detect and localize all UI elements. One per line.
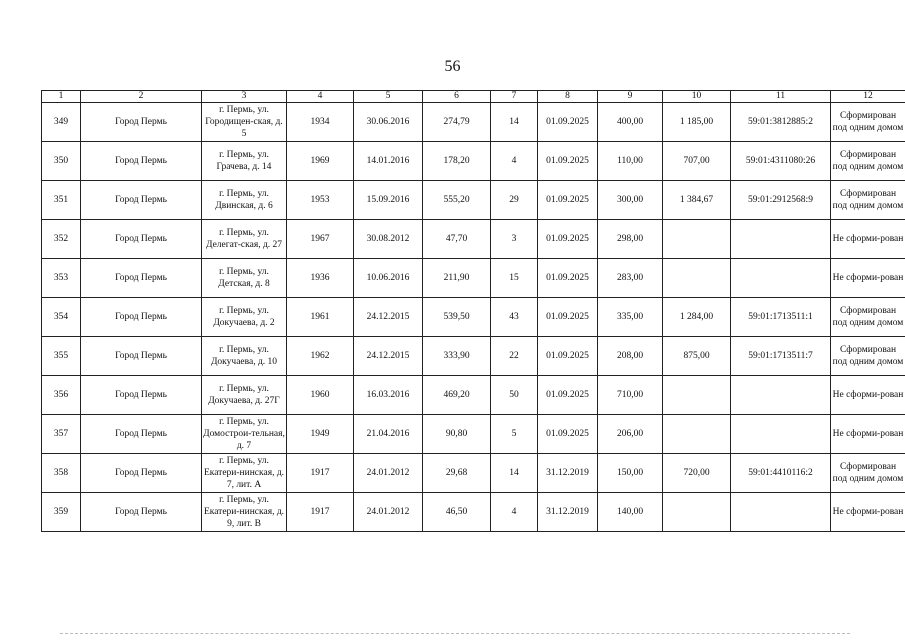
cell-resettlement-date: 01.09.2025	[538, 181, 598, 220]
cell-residents: 3	[491, 220, 538, 259]
cell-cost: 710,00	[598, 376, 663, 415]
cell-resettlement-date: 01.09.2025	[538, 103, 598, 142]
cell-land-status: Не сформи-рован	[831, 259, 905, 298]
cell-resettlement-date: 01.09.2025	[538, 376, 598, 415]
table-row	[42, 454, 905, 493]
table-row	[42, 181, 905, 220]
column-header: 4	[287, 91, 354, 103]
cell-cost: 335,00	[598, 298, 663, 337]
cell-cost: 300,00	[598, 181, 663, 220]
cell-resettlement-date: 31.12.2019	[538, 493, 598, 532]
cell-build-year: 1969	[287, 142, 354, 181]
cell-date-recognized: 24.12.2015	[354, 337, 423, 376]
table-row	[42, 298, 905, 337]
cell-land-area: 707,00	[663, 142, 731, 181]
bottom-edge-artifact	[60, 633, 850, 636]
column-header: 5	[354, 91, 423, 103]
cell-municipality: Город Пермь	[81, 181, 202, 220]
table-row	[42, 142, 905, 181]
page-number: 56	[444, 58, 461, 75]
cell-land-area: 1 384,67	[663, 181, 731, 220]
cell-residents: 14	[491, 454, 538, 493]
cell-cadastral-number	[731, 493, 831, 532]
cell-land-status: Сформирован под одним домом	[831, 142, 905, 181]
cell-cadastral-number: 59:01:1713511:7	[731, 337, 831, 376]
cell-row-number: 351	[42, 181, 81, 220]
cell-cadastral-number: 59:01:2912568:9	[731, 181, 831, 220]
column-header: 12	[831, 91, 905, 103]
cell-area: 46,50	[423, 493, 491, 532]
cell-date-recognized: 10.06.2016	[354, 259, 423, 298]
cell-cost: 140,00	[598, 493, 663, 532]
cell-land-status: Сформирован под одним домом	[831, 337, 905, 376]
cell-land-area: 720,00	[663, 454, 731, 493]
cell-resettlement-date: 01.09.2025	[538, 337, 598, 376]
cell-resettlement-date: 31.12.2019	[538, 454, 598, 493]
cell-build-year: 1962	[287, 337, 354, 376]
cell-land-area	[663, 415, 731, 454]
cell-build-year: 1917	[287, 454, 354, 493]
column-header: 1	[42, 91, 81, 103]
column-header: 11	[731, 91, 831, 103]
cell-resettlement-date: 01.09.2025	[538, 298, 598, 337]
cell-date-recognized: 24.01.2012	[354, 454, 423, 493]
cell-address: г. Пермь, ул. Грачева, д. 14	[202, 142, 287, 181]
table-row	[42, 337, 905, 376]
cell-residents: 4	[491, 142, 538, 181]
column-header: 9	[598, 91, 663, 103]
cell-cadastral-number: 59:01:4410116:2	[731, 454, 831, 493]
cell-land-status: Не сформи-рован	[831, 415, 905, 454]
cell-land-status: Не сформи-рован	[831, 376, 905, 415]
cell-residents: 29	[491, 181, 538, 220]
column-number-row	[42, 91, 905, 103]
cell-cost: 298,00	[598, 220, 663, 259]
cell-address: г. Пермь, ул. Докучаева, д. 2	[202, 298, 287, 337]
cell-row-number: 356	[42, 376, 81, 415]
cell-area: 29,68	[423, 454, 491, 493]
cell-area: 333,90	[423, 337, 491, 376]
cell-cadastral-number: 59:01:3812885:2	[731, 103, 831, 142]
cell-municipality: Город Пермь	[81, 142, 202, 181]
column-header: 2	[81, 91, 202, 103]
cell-land-area	[663, 376, 731, 415]
table-row	[42, 259, 905, 298]
cell-resettlement-date: 01.09.2025	[538, 142, 598, 181]
cell-date-recognized: 16.03.2016	[354, 376, 423, 415]
cell-cadastral-number	[731, 259, 831, 298]
cell-build-year: 1936	[287, 259, 354, 298]
cell-row-number: 358	[42, 454, 81, 493]
cell-cadastral-number	[731, 376, 831, 415]
cell-cadastral-number	[731, 220, 831, 259]
cell-residents: 22	[491, 337, 538, 376]
cell-area: 274,79	[423, 103, 491, 142]
cell-address: г. Пермь, ул. Докучаева, д. 27Г	[202, 376, 287, 415]
cell-resettlement-date: 01.09.2025	[538, 415, 598, 454]
cell-date-recognized: 24.01.2012	[354, 493, 423, 532]
cell-residents: 5	[491, 415, 538, 454]
cell-municipality: Город Пермь	[81, 103, 202, 142]
table-row	[42, 103, 905, 142]
table-body	[42, 103, 905, 532]
cell-land-area: 1 185,00	[663, 103, 731, 142]
cell-residents: 50	[491, 376, 538, 415]
cell-area: 539,50	[423, 298, 491, 337]
cell-area: 211,90	[423, 259, 491, 298]
cell-row-number: 355	[42, 337, 81, 376]
cell-address: г. Пермь, ул. Делегат-ская, д. 27	[202, 220, 287, 259]
cell-date-recognized: 15.09.2016	[354, 181, 423, 220]
cell-cadastral-number: 59:01:4311080:26	[731, 142, 831, 181]
cell-cost: 206,00	[598, 415, 663, 454]
cell-resettlement-date: 01.09.2025	[538, 220, 598, 259]
cell-address: г. Пермь, ул. Детская, д. 8	[202, 259, 287, 298]
cell-land-area	[663, 220, 731, 259]
cell-cost: 150,00	[598, 454, 663, 493]
cell-municipality: Город Пермь	[81, 337, 202, 376]
cell-land-area: 1 284,00	[663, 298, 731, 337]
cell-address: г. Пермь, ул. Екатери-нинская, д. 9, лит. В	[202, 493, 287, 532]
column-header: 6	[423, 91, 491, 103]
cell-date-recognized: 30.06.2016	[354, 103, 423, 142]
cell-land-status: Не сформи-рован	[831, 220, 905, 259]
cell-land-area	[663, 493, 731, 532]
cell-row-number: 350	[42, 142, 81, 181]
cell-land-area	[663, 259, 731, 298]
cell-build-year: 1960	[287, 376, 354, 415]
cell-cost: 110,00	[598, 142, 663, 181]
table-row	[42, 493, 905, 532]
column-header: 3	[202, 91, 287, 103]
cell-municipality: Город Пермь	[81, 415, 202, 454]
cell-address: г. Пермь, ул. Двинская, д. 6	[202, 181, 287, 220]
cell-row-number: 357	[42, 415, 81, 454]
cell-row-number: 349	[42, 103, 81, 142]
cell-cadastral-number	[731, 415, 831, 454]
cell-municipality: Город Пермь	[81, 454, 202, 493]
cell-address: г. Пермь, ул. Домострои-тельная, д. 7	[202, 415, 287, 454]
cell-row-number: 352	[42, 220, 81, 259]
cell-residents: 14	[491, 103, 538, 142]
cell-land-status: Сформирован под одним домом	[831, 298, 905, 337]
cell-area: 90,80	[423, 415, 491, 454]
cell-area: 178,20	[423, 142, 491, 181]
cell-address: г. Пермь, ул. Екатери-нинская, д. 7, лит. А	[202, 454, 287, 493]
cell-residents: 43	[491, 298, 538, 337]
cell-row-number: 359	[42, 493, 81, 532]
cell-date-recognized: 30.08.2012	[354, 220, 423, 259]
cell-cadastral-number: 59:01:1713511:1	[731, 298, 831, 337]
cell-land-status: Не сформи-рован	[831, 493, 905, 532]
table-row	[42, 376, 905, 415]
cell-area: 47,70	[423, 220, 491, 259]
cell-area: 469,20	[423, 376, 491, 415]
cell-build-year: 1917	[287, 493, 354, 532]
cell-area: 555,20	[423, 181, 491, 220]
table-row	[42, 220, 905, 259]
cell-cost: 400,00	[598, 103, 663, 142]
cell-resettlement-date: 01.09.2025	[538, 259, 598, 298]
housing-registry-table	[41, 90, 905, 532]
cell-land-status: Сформирован под одним домом	[831, 103, 905, 142]
cell-municipality: Город Пермь	[81, 298, 202, 337]
cell-build-year: 1961	[287, 298, 354, 337]
cell-build-year: 1953	[287, 181, 354, 220]
cell-land-status: Сформирован под одним домом	[831, 454, 905, 493]
cell-municipality: Город Пермь	[81, 259, 202, 298]
cell-build-year: 1949	[287, 415, 354, 454]
cell-date-recognized: 24.12.2015	[354, 298, 423, 337]
cell-date-recognized: 14.01.2016	[354, 142, 423, 181]
cell-build-year: 1967	[287, 220, 354, 259]
cell-build-year: 1934	[287, 103, 354, 142]
cell-land-area: 875,00	[663, 337, 731, 376]
cell-land-status: Сформирован под одним домом	[831, 181, 905, 220]
cell-row-number: 354	[42, 298, 81, 337]
cell-cost: 283,00	[598, 259, 663, 298]
cell-address: г. Пермь, ул. Докучаева, д. 10	[202, 337, 287, 376]
cell-row-number: 353	[42, 259, 81, 298]
cell-municipality: Город Пермь	[81, 493, 202, 532]
cell-municipality: Город Пермь	[81, 220, 202, 259]
column-header: 7	[491, 91, 538, 103]
table-row	[42, 415, 905, 454]
cell-municipality: Город Пермь	[81, 376, 202, 415]
column-header: 8	[538, 91, 598, 103]
cell-residents: 4	[491, 493, 538, 532]
cell-address: г. Пермь, ул. Городищен-ская, д. 5	[202, 103, 287, 142]
column-header: 10	[663, 91, 731, 103]
cell-date-recognized: 21.04.2016	[354, 415, 423, 454]
cell-cost: 208,00	[598, 337, 663, 376]
cell-residents: 15	[491, 259, 538, 298]
